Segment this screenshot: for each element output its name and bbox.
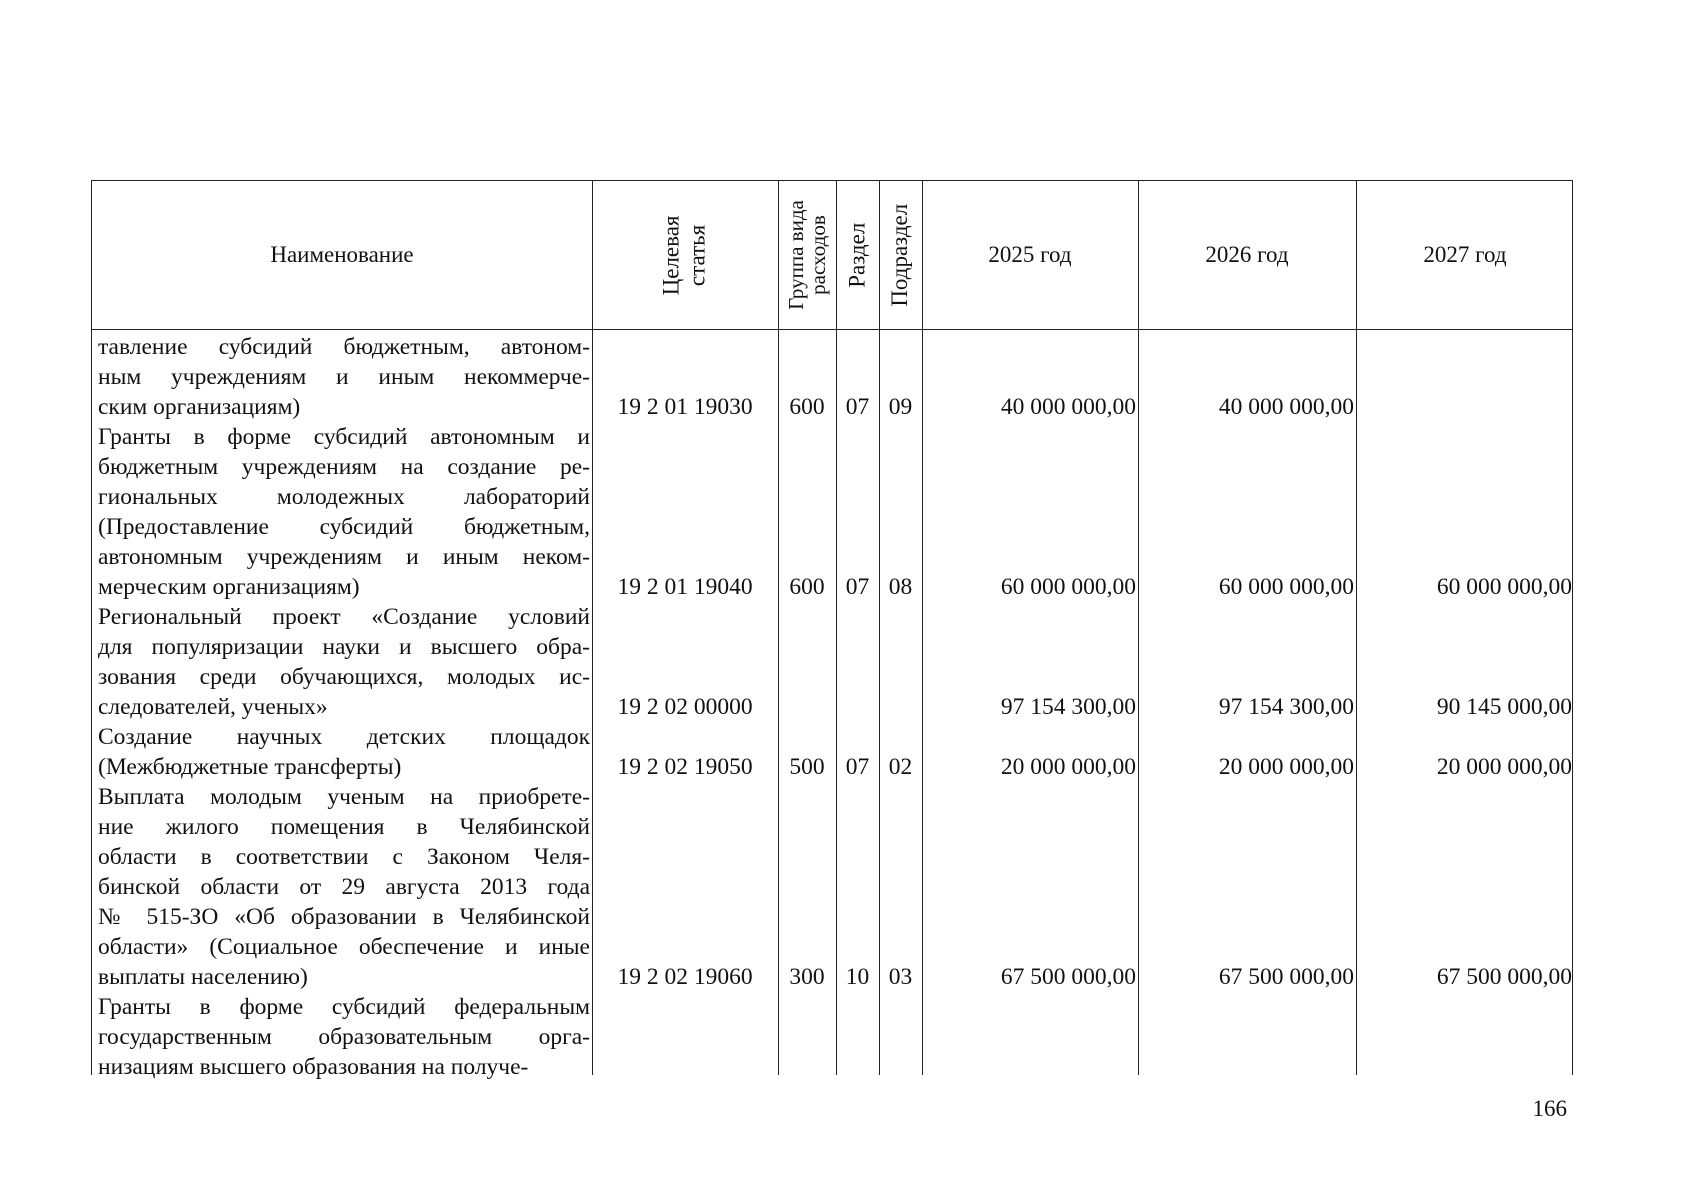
row-name-line: бинской области от 29 августа 2013 года (98, 874, 590, 900)
cell-code: 19 2 01 19030 (617, 394, 753, 420)
cell-y2025: 60 000 000,00 (1000, 574, 1136, 600)
header-target-article-line: Целевая (658, 215, 684, 295)
row-name-line: Региональный проект «Создание условий (98, 604, 590, 630)
cell-code: 19 2 02 00000 (617, 694, 753, 720)
row-name-line: тавление субсидий бюджетным, автоном- (98, 334, 590, 360)
cell-section: 07 (845, 754, 870, 780)
row-name-line: Гранты в форме субсидий автономным и (98, 424, 590, 450)
row-name-line: Создание научных детских площадок (98, 724, 590, 750)
budget-table (91, 180, 1573, 1080)
row-name-line: Выплата молодым ученым на приобрете- (98, 784, 590, 810)
row-name-line: мерческим организациям) (98, 574, 360, 600)
cell-y2026: 40 000 000,00 (1218, 394, 1354, 420)
cell-y2025: 40 000 000,00 (1000, 394, 1136, 420)
header-section-label: Раздел (844, 222, 870, 288)
cell-subsection: 08 (888, 574, 913, 600)
row-name-line: следователей, ученых» (98, 694, 328, 720)
cell-y2025: 97 154 300,00 (1000, 694, 1136, 720)
header-year-2025 (922, 181, 1138, 329)
cell-section: 10 (845, 964, 870, 990)
cell-y2025: 67 500 000,00 (1000, 964, 1136, 990)
cell-y2026: 20 000 000,00 (1218, 754, 1354, 780)
cell-code: 19 2 02 19050 (617, 754, 753, 780)
header-name-label: Наименование (270, 241, 414, 267)
cell-y2027: 67 500 000,00 (1436, 964, 1572, 990)
header-section (836, 181, 879, 329)
row-name-line: области в соответствии с Законом Челя- (98, 844, 590, 870)
header-year-2027 (1356, 181, 1574, 329)
cell-y2026: 67 500 000,00 (1218, 964, 1354, 990)
cell-subsection: 09 (888, 394, 913, 420)
header-year-2027-label: 2027 год (1423, 241, 1507, 267)
header-expense-group-line: Группа вида (783, 200, 808, 310)
row-name (98, 992, 590, 1082)
header-name (92, 181, 592, 329)
cell-y2026: 97 154 300,00 (1218, 694, 1354, 720)
cell-group: 300 (789, 964, 825, 990)
row-name (98, 332, 590, 422)
row-name-line: государственным образовательным орга- (98, 1024, 590, 1050)
row-name-line: (Предоставление субсидий бюджетным, (98, 514, 590, 540)
row-name-line: для популяризации науки и высшего обра- (98, 634, 590, 660)
row-name (98, 782, 590, 992)
cell-y2027: 20 000 000,00 (1436, 754, 1572, 780)
row-name-line: автономным учреждениям и иным неком- (98, 544, 590, 570)
row-name-line: ным учреждениям и иным некоммерче- (98, 364, 590, 390)
row-name-line: (Межбюджетные трансферты) (98, 754, 402, 780)
page-number: 166 (1532, 1096, 1567, 1121)
header-target-article-label (659, 215, 712, 295)
row-name (98, 602, 590, 722)
row-name-line: области» (Социальное обеспечение и иные (98, 934, 590, 960)
header-year-2025-label: 2025 год (988, 241, 1072, 267)
row-name-line: зования среди обучающихся, молодых ис- (98, 664, 590, 690)
header-target-article (592, 181, 778, 329)
cell-code: 19 2 01 19040 (617, 574, 753, 600)
cell-code: 19 2 02 19060 (617, 964, 753, 990)
header-expense-group-line: расходов (806, 215, 830, 295)
header-target-article-line: статья (684, 224, 710, 286)
cell-y2027: 90 145 000,00 (1436, 694, 1572, 720)
header-subsection-label: Подраздел (887, 203, 913, 307)
row-name-line: выплаты населению) (98, 964, 308, 990)
header-year-2026-label: 2026 год (1205, 241, 1289, 267)
header-expense-group (778, 181, 836, 329)
row-name-line: гиональных молодежных лабораторий (98, 484, 590, 510)
header-expense-group-label (785, 200, 829, 310)
row-name-line: ние жилого помещения в Челябинской (98, 814, 590, 840)
cell-y2027: 60 000 000,00 (1436, 574, 1572, 600)
cell-subsection: 02 (888, 754, 913, 780)
row-name-line: ским организациям) (98, 394, 301, 420)
cell-group: 500 (789, 754, 825, 780)
row-name-line: бюджетным учреждениям на создание ре- (98, 454, 590, 480)
cell-y2026: 60 000 000,00 (1218, 574, 1354, 600)
row-name-line: № 515-ЗО «Об образовании в Челябинской (98, 904, 590, 930)
cell-subsection: 03 (888, 964, 913, 990)
cell-y2025: 20 000 000,00 (1000, 754, 1136, 780)
table-body (92, 330, 1572, 1080)
row-name (98, 422, 590, 602)
cell-group: 600 (789, 574, 825, 600)
header-year-2026 (1138, 181, 1356, 329)
header-subsection (879, 181, 922, 329)
row-name-line: низациям высшего образования на получе- (98, 1054, 529, 1080)
cell-section: 07 (845, 394, 870, 420)
row-name-line: Гранты в форме субсидий федеральным (98, 994, 590, 1020)
cell-group: 600 (789, 394, 825, 420)
cell-section: 07 (845, 574, 870, 600)
row-name (98, 722, 590, 782)
